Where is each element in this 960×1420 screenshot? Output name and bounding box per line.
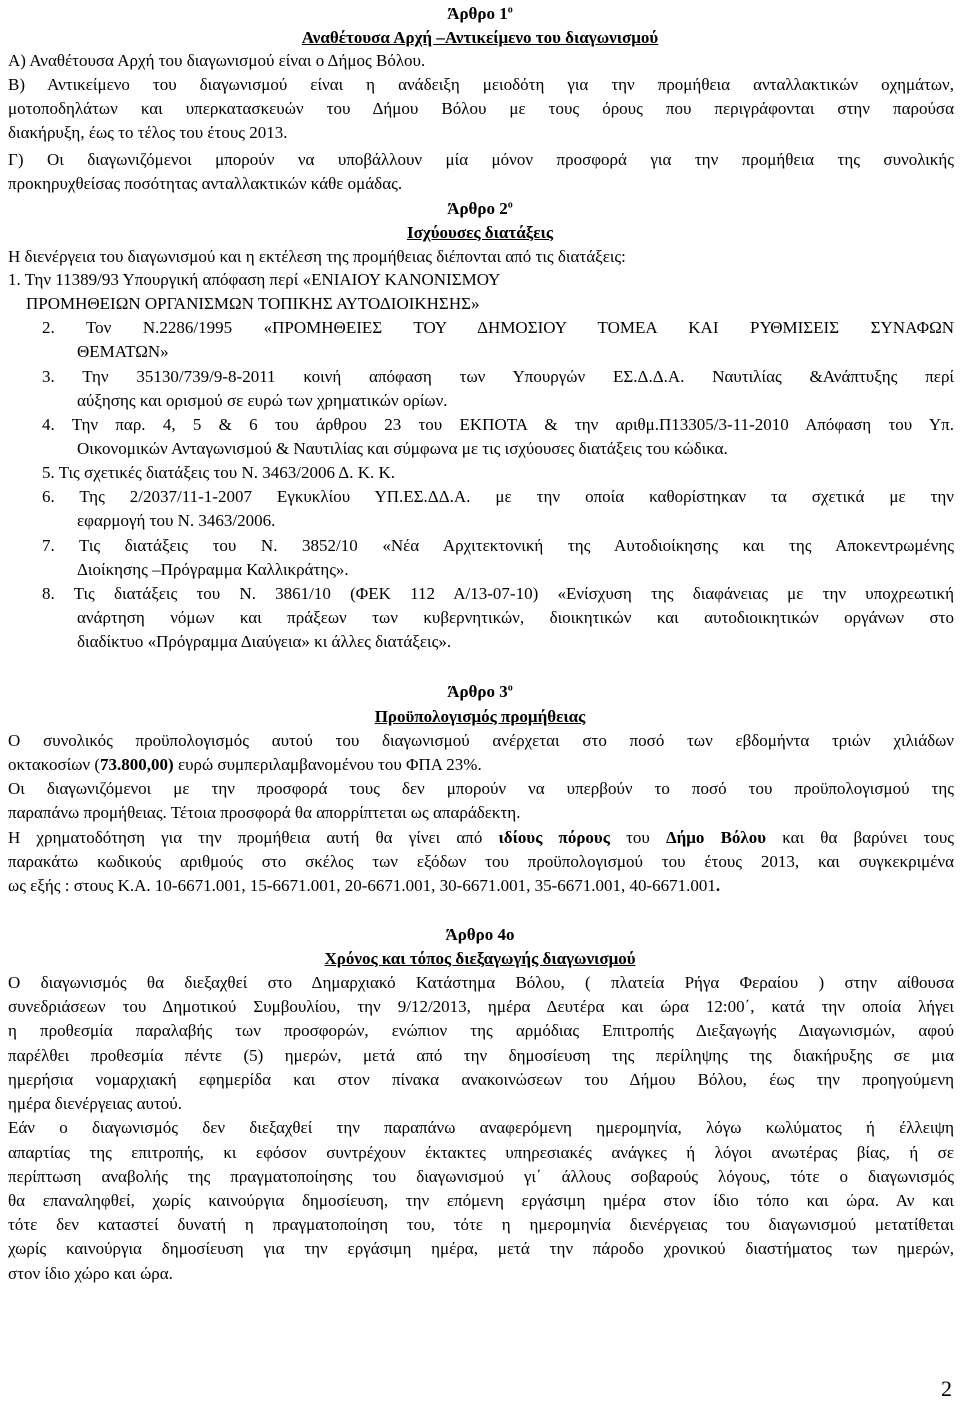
article4-line: Ο διαγωνισμός θα διεξαχθεί στο Δημαρχιακό Κατάστημα Βόλου, ( πλατεία Ρήγα Φεραίου ) στην αίθουσα: [8, 973, 954, 992]
article2-item: 1. Την 11389/93 Υπουργική απόφαση περί «ΕΝΙΑΙΟΥ ΚΑΝΟΝΙΣΜΟΥ: [8, 270, 501, 289]
article2-item: αύξησης και ορισμού σε ευρώ των χρηματικών ορίων.: [77, 391, 448, 410]
article4-line: τότε δεν καταστεί δυνατή η πραγματοποίηση του, τότε η ημερομηνία διενέργειας του διαγωνισμού μετατίθεται: [8, 1215, 954, 1234]
article1-line: μοτοποδηλάτων και υπερκατασκευών του Δήμου Βόλου με τους όρους που περιγράφονται στην παρούσα: [8, 99, 954, 118]
article4-line: ημέρα διενέργειας αυτού.: [8, 1094, 182, 1113]
article2-item: 3. Την 35130/739/9-8-2011 κοινή απόφαση των Υπουργών ΕΣ.Δ.Δ.Α. Ναυτιλίας &Ανάπτυξης περί: [42, 367, 954, 386]
article2-item: 5. Τις σχετικές διατάξεις του Ν. 3463/2006 Δ. Κ. Κ.: [42, 463, 396, 482]
article3-line: Ο συνολικός προϋπολογισμός αυτού του διαγωνισμού ανέρχεται στο ποσό των εβδομήντα τριών χιλιάδων: [8, 731, 954, 750]
article2-item: Οικονομικών Ανταγωνισμού & Ναυτιλίας και σύμφωνα με τις ισχύουσες διατάξεις του κώδικα.: [77, 439, 728, 458]
article1-line: Γ) Οι διαγωνιζόμενοι μπορούν να υποβάλλουν μία μόνον προσφορά για την προμήθεια της συνολικής: [8, 150, 954, 169]
article3-line: παραπάνω προμήθειας. Τέτοια προσφορά θα απορρίπτεται ως απαράδεκτη.: [8, 803, 521, 822]
article2-item: 8. Τις διατάξεις του Ν. 3861/10 (ΦΕΚ 112 Α/13-07-10) «Ενίσχυση της διαφάνειας με την υποχρεωτική: [42, 584, 954, 603]
article2-heading: Άρθρο $2^o$: [447, 199, 513, 218]
article1-line: Β) Αντικείμενο του διαγωνισμού είναι η ανάδειξη μειοδότη για την προμήθεια ανταλλακτικών οχημάτων,: [8, 75, 954, 94]
article2-item: 7. Τις διατάξεις του Ν. 3852/10 «Νέα Αρχιτεκτονική της Αυτοδιοίκησης και της Αποκεντρωμένης: [42, 536, 954, 555]
article3-line: Οι διαγωνιζόμενοι με την προσφορά τους δεν μπορούν να υπερβούν το ποσό του προϋπολογισμού της: [8, 779, 954, 798]
article1-title: Αναθέτουσα Αρχή –Αντικείμενο του διαγωνισμού: [301, 28, 659, 47]
article1-line: διακήρυξη, έως το τέλος του έτους 2013.: [8, 123, 288, 142]
article3-line: ως εξής : στους Κ.Α. 10-6671.001, 15-6671.001, 20-6671.001, 30-6671.001, 35-6671.001, 40-6671.001.: [8, 876, 721, 895]
article4-line: Εάν ο διαγωνισμός δεν διεξαχθεί την παραπάνω αναφερόμενη ημερομηνία, λόγω κωλύματος ή έλλειψη: [8, 1118, 954, 1137]
article1-heading: Άρθρο $1^o$: [447, 4, 513, 23]
article2-item: εφαρμογή του Ν. 3463/2006.: [77, 511, 276, 530]
article3-line: παρακάτω κωδικούς αριθμούς στο σκέλος των εξόδων του προϋπολογισμού του έτους 2013, και συγκεκριμένα: [8, 852, 954, 871]
article2-item: διαδίκτυο «Πρόγραμμα Διαύγεια» κι άλλες διατάξεις».: [77, 632, 452, 651]
article4-line: στον ίδιο χώρο και ώρα.: [8, 1264, 173, 1283]
article2-intro: Η διενέργεια του διαγωνισμού και η εκτέλεση της προμήθειας διέπονται από τις διατάξεις:: [8, 247, 626, 266]
article2-item: ΘΕΜΑΤΩΝ»: [77, 342, 169, 361]
article3-line: οκτακοσίων (73.800,00) ευρώ συμπεριλαμβανομένου του ΦΠΑ 23%.: [8, 755, 482, 774]
article2-item: 6. Της 2/2037/11-1-2007 Εγκυκλίου ΥΠ.ΕΣ.ΔΔ.Α. με την οποία καθορίστηκαν τα σχετικά με την: [42, 487, 954, 506]
article2-item: 2. Τον Ν.2286/1995 «ΠΡΟΜΗΘΕΙΕΣ ΤΟΥ ΔΗΜΟΣΙΟΥ ΤΟΜΕΑ ΚΑΙ ΡΥΘΜΙΣΕΙΣ ΣΥΝΑΦΩΝ: [42, 318, 954, 337]
article2-title: Ισχύουσες διατάξεις: [407, 223, 553, 242]
article4-line: περίπτωση αναβολής της πραγματοποίησης του διαγωνισμού γι΄ άλλους σοβαρούς λόγους, τότε ο διαγωνισμός: [8, 1167, 954, 1186]
article2-item: 4. Την παρ. 4, 5 & 6 του άρθρου 23 του ΕΚΠΟΤΑ & την αριθμ.Π13305/3-11-2010 Απόφαση του Υπ.: [42, 415, 954, 434]
article2-item: ΠΡΟΜΗΘΕΙΩΝ ΟΡΓΑΝΙΣΜΩΝ ΤΟΠΙΚΗΣ ΑΥΤΟΔΙΟΙΚΗΣΗΣ»: [26, 294, 480, 313]
article4-line: ημερήσια νομαρχιακή εφημερίδα και στον πίνακα ανακοινώσεων του Δήμου Βόλου, έως την προηγούμενη: [8, 1070, 954, 1089]
article4-line: απαρτίας της επιτροπής, κι εφόσον συντρέχουν έκτακτες υπηρεσιακές ανάγκες ή λόγοι ανωτέρας βίας, ή σε: [8, 1143, 954, 1162]
article3-title: Προϋπολογισμός προμήθειας: [374, 707, 586, 726]
article1-line: Α) Αναθέτουσα Αρχή του διαγωνισμού είναι ο Δήμος Βόλου.: [8, 51, 426, 70]
article4-line: θα επαναληφθεί, χωρίς καινούργια δημοσίευση, την επόμενη εργάσιμη ημέρα στον ίδιο τόπο και ώρα. Αν και: [8, 1191, 954, 1210]
article4-line: συνεδριάσεων του Δημοτικού Συμβουλίου, την 9/12/2013, ημέρα Δευτέρα και ώρα 12:00΄, κατά την οποία λήγει: [8, 997, 954, 1016]
article4-line: παρέλθει προθεσμία πέντε (5) ημερών, μετά από την δημοσίευση της περίληψης της διακήρυξης σε μια: [8, 1046, 954, 1065]
article2-item: ανάρτηση νόμων και πράξεων των κυβερνητικών, διοικητικών και αυτοδιοικητικών οργάνων στο: [77, 608, 954, 627]
article4-line: χωρίς καινούργια δημοσίευση για την εργάσιμη ημέρα, μετά την πάροδο χρονικού διαστήματος των ημερών,: [8, 1239, 954, 1258]
article1-line: προκηρυχθείσας ποσότητας ανταλλακτικών κάθε ομάδας.: [8, 174, 403, 193]
article4-heading: Άρθρο 4ο: [445, 925, 515, 944]
page-number: 2: [941, 1376, 952, 1401]
article2-item: Διοίκησης –Πρόγραμμα Καλλικράτης».: [77, 560, 349, 579]
article3-heading: Άρθρο $3^o$: [447, 682, 513, 701]
article4-title: Χρόνος και τόπος διεξαγωγής διαγωνισμού: [324, 949, 636, 968]
article3-line: Η χρηματοδότηση για την προμήθεια αυτή θα γίνει από ιδίους πόρους του Δήμο Βόλου και θα βαρύνει τους: [8, 828, 954, 847]
article4-line: η προθεσμία παραλαβής των προσφορών, ενώπιον της αρμόδιας Επιτροπής Διεξαγωγής Διαγωνισμών, αφού: [8, 1021, 954, 1040]
